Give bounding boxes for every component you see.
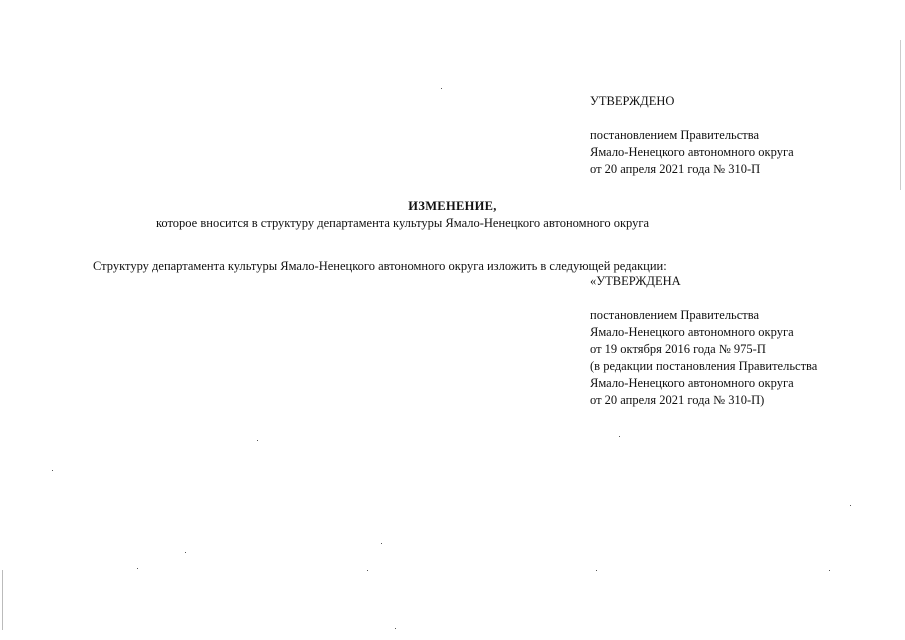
scan-speck <box>441 88 442 89</box>
intro-paragraph: Структуру департамента культуры Ямало-Ненецкого автономного округа изложить в следующей редакции: <box>93 259 667 273</box>
scan-speck <box>257 440 258 441</box>
document-subtitle: которое вносится в структуру департамента культуры Ямало-Ненецкого автономного округа <box>155 216 650 230</box>
document-title: ИЗМЕНЕНИЕ, <box>408 199 497 213</box>
scan-speck <box>829 570 830 571</box>
scan-speck <box>137 568 138 569</box>
approval-line: Ямало-Ненецкого автономного округа <box>590 145 794 159</box>
scan-edge <box>900 40 901 190</box>
scan-speck <box>395 628 396 629</box>
approval-line: от 20 апреля 2021 года № 310-П <box>590 162 761 176</box>
approval-line: (в редакции постановления Правительства <box>590 359 818 373</box>
approval-line: от 20 апреля 2021 года № 310-П) <box>590 393 765 407</box>
approval-line: постановлением Правительства <box>590 128 760 142</box>
scan-speck <box>381 543 382 544</box>
scan-speck <box>850 505 851 506</box>
document-title-block <box>0 198 905 232</box>
approval-line: Ямало-Ненецкого автономного округа <box>590 376 794 390</box>
scan-speck <box>185 552 186 553</box>
scan-speck <box>619 436 620 437</box>
approval-stamp-structure <box>590 273 817 409</box>
scan-edge <box>2 570 3 630</box>
approval-stamp-top <box>590 93 794 178</box>
scan-speck <box>52 470 53 471</box>
approval-heading: «УТВЕРЖДЕНА <box>590 274 681 288</box>
approval-line: Ямало-Ненецкого автономного округа <box>590 325 794 339</box>
scan-speck <box>367 570 368 571</box>
approval-line: постановлением Правительства <box>590 308 760 322</box>
approval-heading: УТВЕРЖДЕНО <box>590 94 675 108</box>
scan-speck <box>596 570 597 571</box>
approval-line: от 19 октября 2016 года № 975-П <box>590 342 766 356</box>
